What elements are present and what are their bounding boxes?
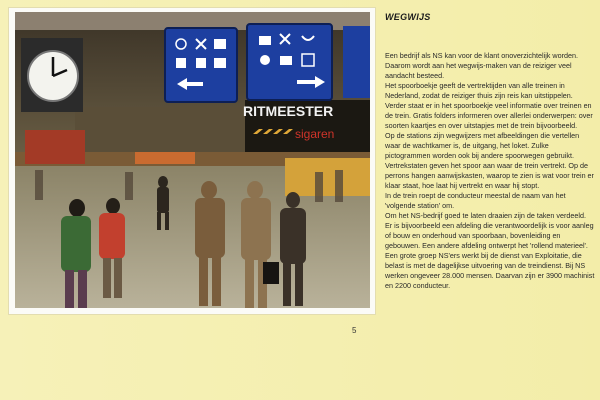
page-number: 5	[352, 326, 357, 335]
paragraph: Vertrekstaten geven het spoor aan waar de trein vertrekt. Op de perrons hangen aanwijskasten, waarop te zien is wat voor trein er klaar staat, hoe laat hij vertrekt en waar hij stopt.	[385, 161, 594, 190]
paragraph: Het spoorboekje geeft de vertrektijden van alle treinen in Nederland, zodat de reiziger thuis zijn reis kan uitstippelen. Verder staat er in het spoorboekje veel informatie over treinen en de trein. Gratis folders informeren over allerlei onderwerpen: over soorten kaartjes en over uitstapjes met de trein bijvoorbeeld.	[385, 81, 593, 130]
paragraph: Een bedrijf als NS kan voor de klant onoverzichtelijk worden. Daarom wordt aan het wegwijs-maken van de reiziger veel aandacht besteed.	[385, 51, 578, 80]
page-title: WEGWIJS	[385, 12, 431, 22]
shop-sign-text: RITMEESTER	[243, 103, 334, 119]
station-concourse-image	[15, 12, 370, 308]
shop-sign-subtext: sigaren	[295, 127, 335, 141]
body-text	[385, 51, 595, 291]
station-photo	[15, 12, 370, 308]
photo-frame	[8, 7, 376, 315]
paragraph: Op de stations zijn wegwijzers met afbeeldingen die vertellen waar de wachtkamer is, de uitgang, het loket. Zulke pictogrammen worden ook bij andere spoorwegen gebruikt.	[385, 131, 580, 160]
paragraph: In de trein roept de conducteur meestal de naam van het 'volgende station' om.	[385, 191, 566, 210]
paragraph: Om het NS-bedrijf goed te laten draaien zijn de taken verdeeld. Er is bijvoorbeeld een afdeling die verantwoordelijk is voor aanleg of bouw en onderhoud van spoorbaan, bovenleiding en gebouwen. Een andere afdeling ontwerpt het 'rollend materieel'. Een grote groep NS'ers werkt bij de dienst van Exploitatie, die belast is met de dagelijkse uitvoering van de treindienst. Bij NS werken ongeveer 28.000 mensen. Daarvan zijn er 3900 machinist en 2200 conducteur.	[385, 211, 595, 290]
